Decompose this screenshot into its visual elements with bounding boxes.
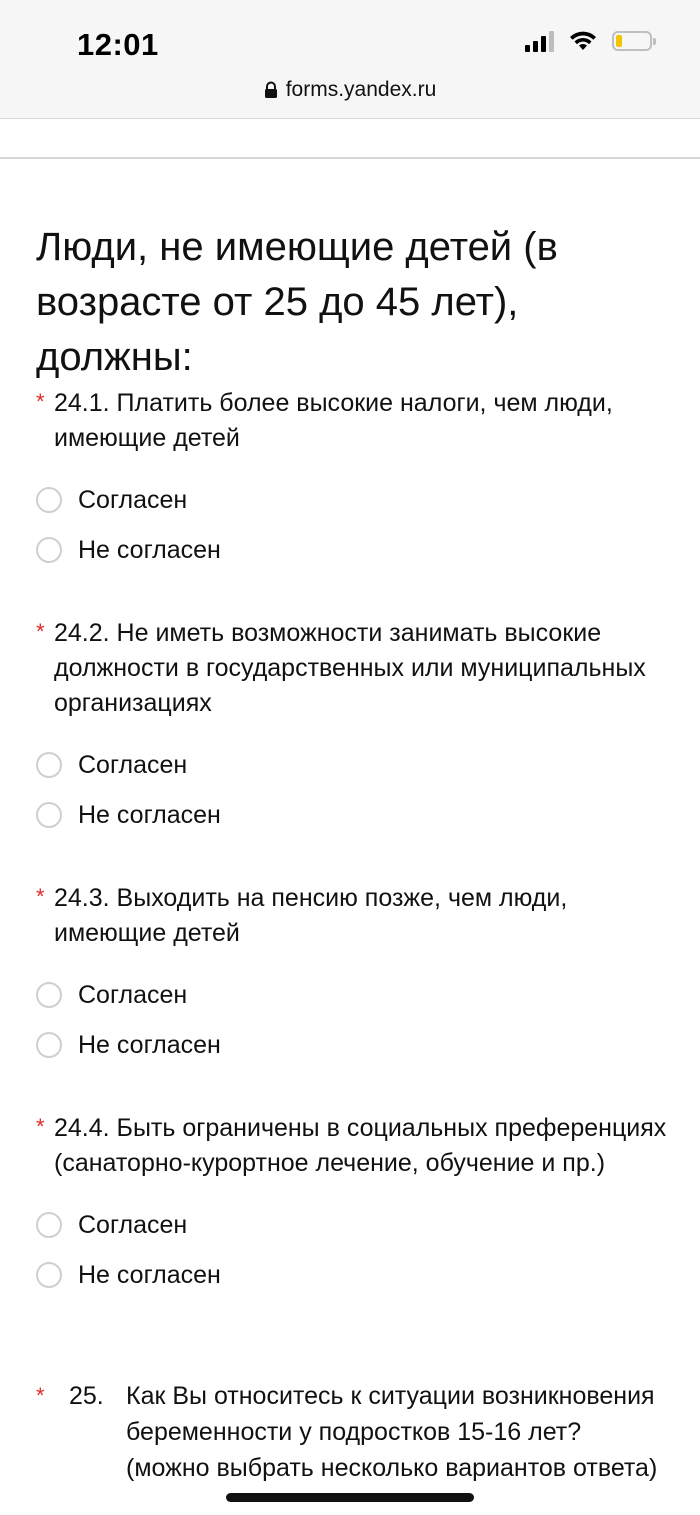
- radio-group: [36, 975, 676, 1065]
- url-text: forms.yandex.ru: [285, 78, 437, 101]
- wifi-icon: [568, 30, 598, 52]
- status-icons: [525, 30, 652, 52]
- radio-button[interactable]: [36, 982, 62, 1008]
- question-24-2: [36, 616, 676, 845]
- battery-level: [616, 35, 622, 47]
- option-label: Согласен: [78, 1210, 188, 1239]
- home-indicator[interactable]: [226, 1493, 474, 1502]
- option-agree[interactable]: [36, 1205, 676, 1245]
- option-agree[interactable]: [36, 480, 676, 520]
- radio-group: [36, 480, 676, 570]
- battery-icon: [612, 31, 652, 51]
- chrome-divider: [0, 118, 700, 119]
- required-mark: *: [36, 1114, 45, 1139]
- question-24-1: [36, 386, 676, 580]
- option-agree[interactable]: [36, 975, 676, 1015]
- status-time: 12:01: [77, 27, 159, 62]
- option-disagree[interactable]: [36, 1255, 676, 1295]
- question-text: Как Вы относитесь к ситуации возникновения беременности у подростков 15-16 лет? (можно выбрать несколько вариантов ответа): [126, 1382, 658, 1482]
- radio-button[interactable]: [36, 802, 62, 828]
- option-label: Согласен: [78, 980, 188, 1009]
- question-text: 24.2. Не иметь возможности занимать высокие должности в государственных или муниципальных организациях: [54, 619, 646, 717]
- question-number: 25.: [69, 1382, 104, 1410]
- radio-group: [36, 1205, 676, 1295]
- section-title: Люди, не имеющие детей (в возрасте от 25 до 45 лет), должны:: [36, 224, 558, 379]
- option-label: Не согласен: [78, 800, 221, 829]
- radio-button[interactable]: [36, 537, 62, 563]
- required-mark: *: [36, 1383, 45, 1408]
- required-mark: *: [36, 389, 45, 414]
- question-text: 24.4. Быть ограничены в социальных преференциях (санаторно-курортное лечение, обучение и пр.): [54, 1114, 667, 1177]
- option-label: Согласен: [78, 750, 188, 779]
- radio-button[interactable]: [36, 1262, 62, 1288]
- address-bar[interactable]: [0, 74, 700, 106]
- question-heading: [36, 386, 676, 456]
- radio-button[interactable]: [36, 1212, 62, 1238]
- question-24-3: [36, 881, 676, 1075]
- lock-icon: [264, 81, 278, 99]
- radio-button[interactable]: [36, 487, 62, 513]
- question-24-4: [36, 1111, 676, 1305]
- option-disagree[interactable]: [36, 795, 676, 835]
- option-disagree[interactable]: [36, 530, 676, 570]
- required-mark: *: [36, 619, 45, 644]
- option-agree[interactable]: [36, 745, 676, 785]
- option-disagree[interactable]: [36, 1025, 676, 1065]
- option-label: Не согласен: [78, 1030, 221, 1059]
- signal-icon: [525, 30, 554, 52]
- radio-group: [36, 745, 676, 835]
- option-label: Согласен: [78, 485, 188, 514]
- option-label: Не согласен: [78, 535, 221, 564]
- required-mark: *: [36, 884, 45, 909]
- radio-button[interactable]: [36, 1032, 62, 1058]
- header-divider: [0, 157, 700, 159]
- radio-button[interactable]: [36, 752, 62, 778]
- question-heading: [36, 881, 676, 951]
- option-label: Не согласен: [78, 1260, 221, 1289]
- question-heading: [36, 1111, 676, 1181]
- browser-chrome: [0, 0, 700, 118]
- question-text: 24.3. Выходить на пенсию позже, чем люди, имеющие детей: [54, 884, 568, 947]
- question-heading: [36, 616, 676, 721]
- question-text: 24.1. Платить более высокие налоги, чем люди, имеющие детей: [54, 389, 613, 452]
